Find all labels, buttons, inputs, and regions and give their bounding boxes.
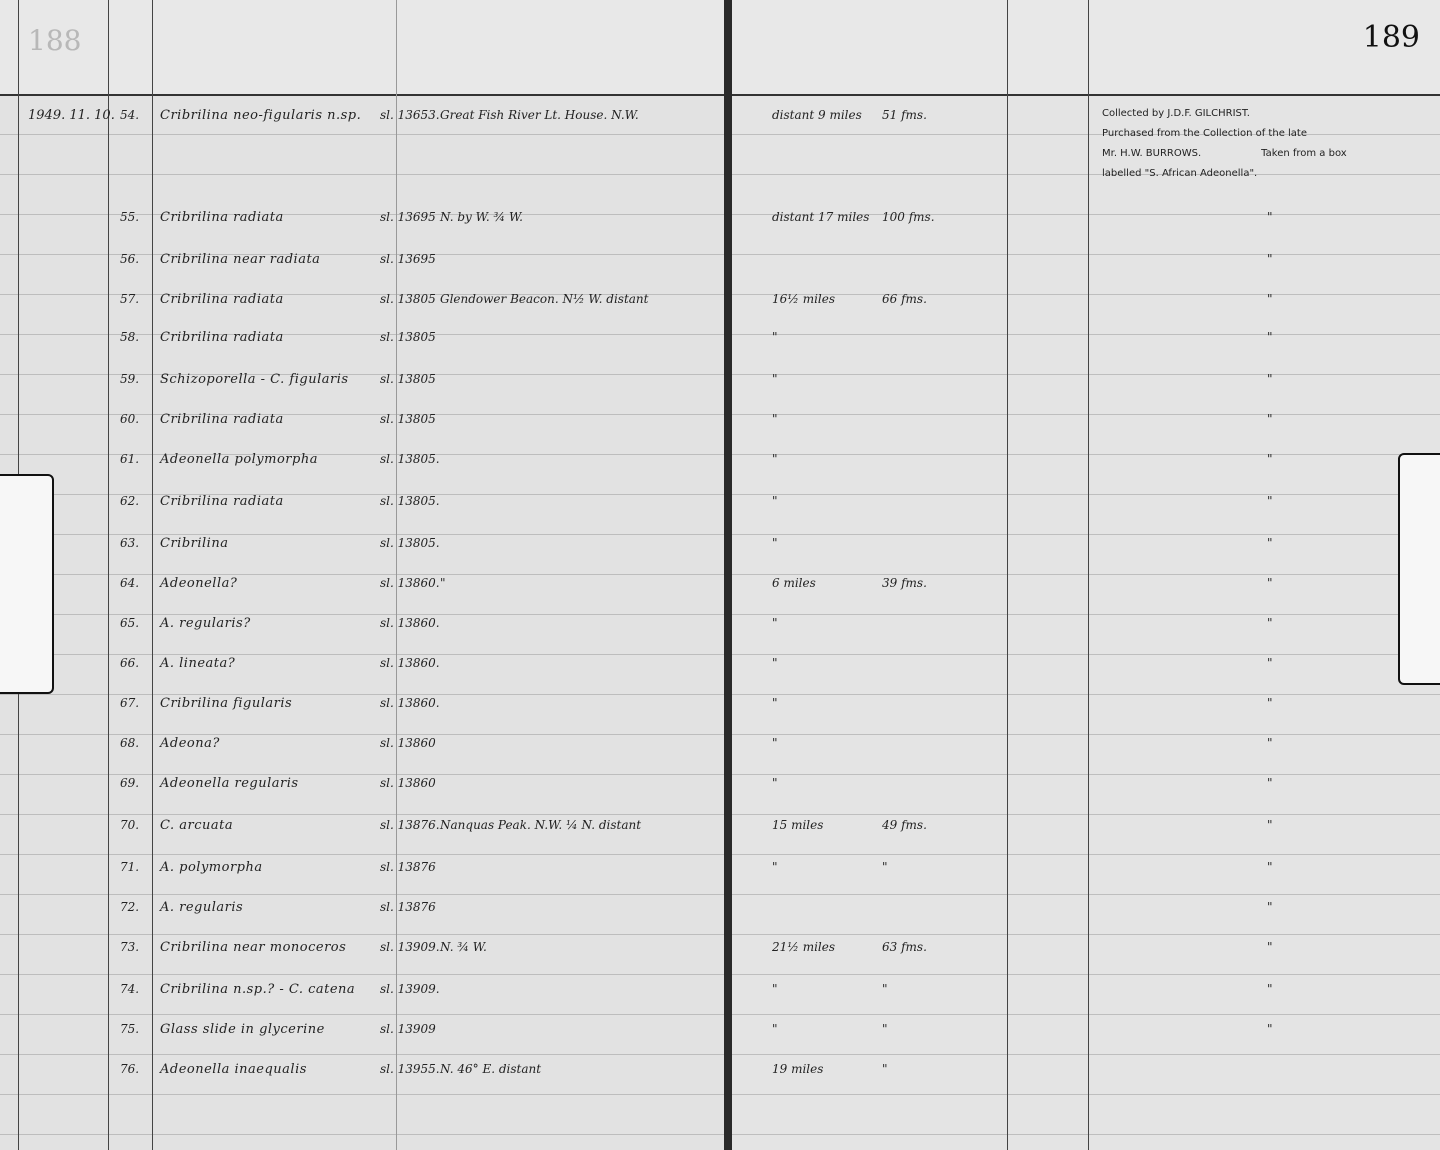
notes-label: labelled "S. African Adeonella". (1102, 168, 1258, 179)
page-index-tab-right[interactable] (1398, 453, 1440, 685)
entry-slide-number: sl. 13876 (380, 900, 436, 914)
entry-distance: " (772, 696, 778, 710)
entry-distance: " (772, 494, 778, 508)
entry-distance: distant 17 miles (772, 210, 870, 224)
entry-distance: 16½ miles (772, 292, 836, 306)
notes-column-rule (1088, 0, 1089, 1150)
entry-number: 69. (120, 776, 140, 790)
slide-column-rule (396, 0, 397, 1150)
entry-species: Adeona? (160, 736, 220, 751)
page-index-tab-left[interactable] (0, 474, 54, 694)
entry-distance: 19 miles (772, 1062, 824, 1076)
entry-locality: Nanquas Peak. N.W. ¼ N. distant (440, 818, 642, 832)
entry-remark: " (1267, 860, 1273, 874)
entry-slide-number: sl. 13860 (380, 736, 436, 750)
entry-species: Cribrilina neo-figularis n.sp. (160, 108, 362, 123)
entry-slide-number: sl. 13805 (380, 372, 436, 386)
number-column-rule (152, 0, 153, 1150)
entry-remark: " (1267, 372, 1273, 386)
entry-distance: " (772, 736, 778, 750)
entry-distance: 21½ miles (772, 940, 836, 954)
entry-species: Glass slide in glycerine (160, 1022, 325, 1037)
entry-number: 68. (120, 736, 140, 750)
entry-number: 57. (120, 292, 140, 306)
entry-remark: " (1267, 292, 1273, 306)
entry-species: Cribrilina radiata (160, 494, 284, 509)
entry-number: 61. (120, 452, 140, 466)
entry-species: Adeonella? (160, 576, 238, 591)
notes-owner-name: Mr. H.W. BURROWS. (1102, 148, 1202, 159)
entry-number: 76. (120, 1062, 140, 1076)
left-page-number: 188 (28, 24, 82, 57)
entry-remark: " (1267, 776, 1273, 790)
entry-distance: 15 miles (772, 818, 824, 832)
entry-distance: " (772, 412, 778, 426)
entry-distance: distant 9 miles (772, 108, 862, 122)
entry-number: 63. (120, 536, 140, 550)
entry-remark: " (1267, 900, 1273, 914)
entry-depth: " (882, 1022, 888, 1036)
entry-remark: " (1267, 536, 1273, 550)
entry-distance: " (772, 616, 778, 630)
entry-species: Schizoporella - C. figularis (160, 372, 349, 387)
entry-locality: Glendower Beacon. N½ W. distant (440, 292, 649, 306)
entry-remark: " (1267, 818, 1273, 832)
entry-slide-number: sl. 13695 (380, 252, 436, 266)
entry-depth: 66 fms. (882, 292, 927, 306)
right-header-band (732, 0, 1440, 94)
notes-purchase: Purchased from the Collection of the late (1102, 128, 1308, 139)
right-header-rule (732, 94, 1440, 96)
entry-distance: " (772, 982, 778, 996)
entry-depth: 39 fms. (882, 576, 927, 590)
entry-number: 74. (120, 982, 140, 996)
entry-slide-number: sl. 13695 (380, 210, 436, 224)
entry-number: 62. (120, 494, 140, 508)
entry-number: 54. (120, 108, 140, 122)
entry-number: 70. (120, 818, 140, 832)
entry-distance: " (772, 656, 778, 670)
entry-species: Adeonella regularis (160, 776, 299, 791)
entry-remark: " (1267, 330, 1273, 344)
entry-slide-number: sl. 13909. (380, 940, 440, 954)
entry-depth: " (882, 982, 888, 996)
entry-distance: " (772, 860, 778, 874)
notes-box: Taken from a box (1261, 148, 1347, 159)
entry-slide-number: sl. 13955. (380, 1062, 440, 1076)
entry-species: Cribrilina radiata (160, 330, 284, 345)
entry-slide-number: sl. 13876 (380, 860, 436, 874)
entry-distance: 6 miles (772, 576, 816, 590)
entry-depth: " (882, 860, 888, 874)
book-spine (724, 0, 732, 1150)
entry-number: 64. (120, 576, 140, 590)
entry-remark: " (1267, 494, 1273, 508)
entry-depth: 49 fms. (882, 818, 927, 832)
entry-locality: N. by W. ¾ W. (440, 210, 523, 224)
entry-species: A. polymorpha (160, 860, 263, 875)
entry-slide-number: sl. 13909 (380, 1022, 436, 1036)
entry-number: 66. (120, 656, 140, 670)
entry-species: Cribrilina figularis (160, 696, 293, 711)
entry-number: 73. (120, 940, 140, 954)
entry-slide-number: sl. 13805. (380, 494, 440, 508)
notes-collector: Collected by J.D.F. GILCHRIST. (1102, 108, 1250, 119)
entry-depth: 63 fms. (882, 940, 927, 954)
entry-number: 58. (120, 330, 140, 344)
entry-slide-number: sl. 13805 (380, 412, 436, 426)
entry-number: 72. (120, 900, 140, 914)
entry-slide-number: sl. 13653. (380, 108, 440, 122)
entry-species: A. regularis (160, 900, 244, 915)
right-page-number: 189 (1362, 20, 1420, 55)
entry-slide-number: sl. 13909. (380, 982, 440, 996)
entry-remark: " (1267, 210, 1273, 224)
entry-species: Adeonella polymorpha (160, 452, 318, 467)
entry-slide-number: sl. 13860. (380, 616, 440, 630)
entry-species: Cribrilina n.sp.? - C. catena (160, 982, 356, 997)
entry-distance: " (772, 776, 778, 790)
entry-species: A. regularis? (160, 616, 251, 631)
entry-species: Cribrilina near monoceros (160, 940, 347, 955)
entry-remark: " (1267, 252, 1273, 266)
entry-distance: " (772, 330, 778, 344)
entry-locality: Great Fish River Lt. House. N.W. (440, 108, 639, 122)
entry-distance: " (772, 372, 778, 386)
entry-depth: " (882, 1062, 888, 1076)
entry-species: Cribrilina radiata (160, 292, 284, 307)
entry-number: 75. (120, 1022, 140, 1036)
depth-column-rule (1007, 0, 1008, 1150)
entry-species: Cribrilina (160, 536, 229, 551)
entry-slide-number: sl. 13805. (380, 536, 440, 550)
entry-slide-number: sl. 13805 (380, 330, 436, 344)
entry-date: 1949. 11. 10. (28, 108, 115, 123)
entry-remark: " (1267, 656, 1273, 670)
notes-owner (1102, 148, 1347, 159)
entry-remark: " (1267, 576, 1273, 590)
entry-species: Cribrilina radiata (160, 412, 284, 427)
entry-slide-number: sl. 13805. (380, 452, 440, 466)
right-page (732, 0, 1440, 1150)
entry-remark: " (1267, 696, 1273, 710)
entry-species: C. arcuata (160, 818, 234, 833)
entry-species: A. lineata? (160, 656, 236, 671)
entry-number: 55. (120, 210, 140, 224)
entry-number: 67. (120, 696, 140, 710)
entry-locality: " (440, 576, 446, 590)
entry-species: Cribrilina near radiata (160, 252, 321, 267)
entry-number: 71. (120, 860, 140, 874)
entry-species: Cribrilina radiata (160, 210, 284, 225)
entry-number: 59. (120, 372, 140, 386)
date-column-rule (108, 0, 109, 1150)
entry-remark: " (1267, 736, 1273, 750)
entry-remark: " (1267, 452, 1273, 466)
entry-remark: " (1267, 616, 1273, 630)
entry-distance: " (772, 536, 778, 550)
entry-slide-number: sl. 13876. (380, 818, 440, 832)
entry-slide-number: sl. 13860 (380, 776, 436, 790)
entry-slide-number: sl. 13860. (380, 656, 440, 670)
entry-depth: 51 fms. (882, 108, 927, 122)
entry-locality: N. ¾ W. (440, 940, 487, 954)
entry-remark: " (1267, 982, 1273, 996)
entry-remark: " (1267, 412, 1273, 426)
entry-locality: N. 46° E. distant (440, 1062, 542, 1076)
entry-number: 65. (120, 616, 140, 630)
entry-remark: " (1267, 1022, 1273, 1036)
entry-distance: " (772, 1022, 778, 1036)
entry-number: 56. (120, 252, 140, 266)
entry-slide-number: sl. 13805 (380, 292, 436, 306)
entry-number: 60. (120, 412, 140, 426)
entry-slide-number: sl. 13860. (380, 696, 440, 710)
entry-depth: 100 fms. (882, 210, 935, 224)
entry-species: Adeonella inaequalis (160, 1062, 307, 1077)
entry-remark: " (1267, 940, 1273, 954)
entry-slide-number: sl. 13860. (380, 576, 440, 590)
entry-distance: " (772, 452, 778, 466)
